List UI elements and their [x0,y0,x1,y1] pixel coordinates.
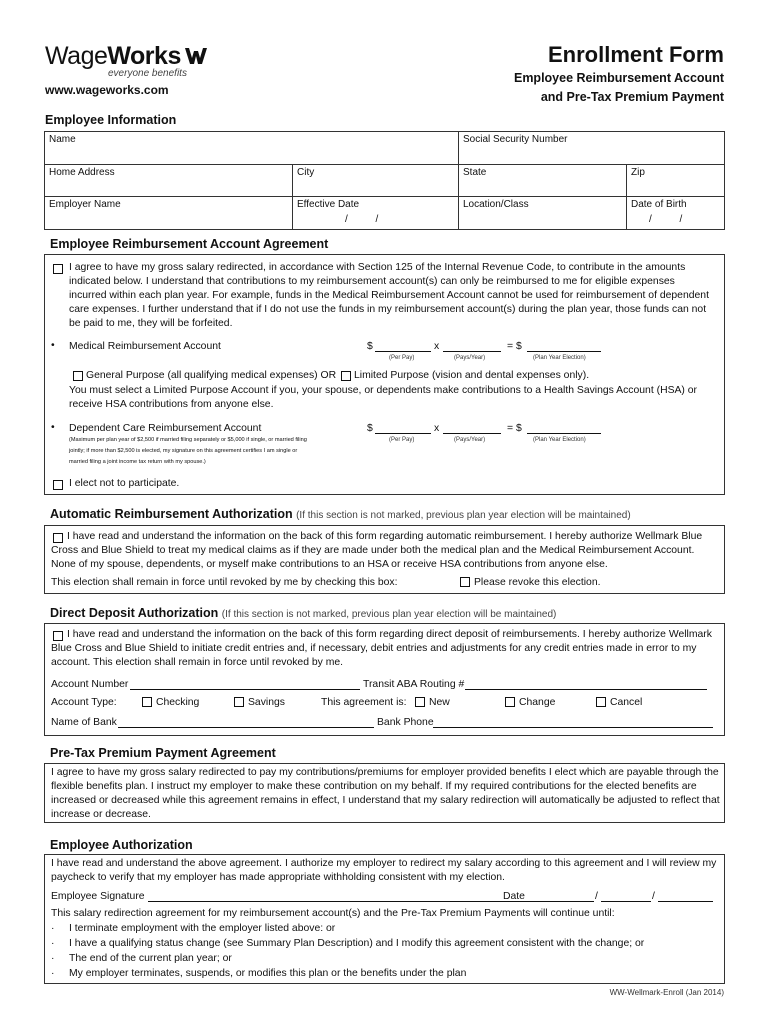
list-bullet: · [51,968,55,979]
dependent-per-pay-caption: (Per Pay) [389,437,415,443]
home-address-label: Home Address [49,167,115,178]
logo-mark-icon [184,45,208,67]
deposit-note: (If this section is not marked, previous plan year election will be maintained) [221,609,557,620]
auto-note: (If this section is not marked, previous plan year election will be maintained) [296,510,631,521]
date-year-input[interactable] [658,901,713,902]
list-item [51,953,719,968]
list-item [51,938,719,953]
form-subtitle-line1: Employee Reimbursement Account [513,71,724,85]
transit-label: Transit ABA Routing # [363,679,465,690]
era-section [44,254,725,495]
transit-input[interactable] [465,689,707,690]
deposit-title-text: Direct Deposit Authorization [50,606,219,620]
dob-slashes: / / [649,214,683,225]
continue-list [51,923,719,983]
general-purpose-checkbox[interactable] [73,371,83,381]
bank-phone-input[interactable] [433,727,713,728]
deposit-section [44,623,725,736]
logo-works-text: Works [107,42,181,70]
auth-section [44,854,725,984]
savings-label: Savings [248,697,285,708]
auto-section [44,525,725,594]
name-label: Name [49,134,76,145]
list-bullet: · [51,923,55,934]
employee-info-title: Employee Information [45,113,177,127]
dependent-bullet: • [51,422,55,433]
dependent-dollar: $ [367,423,373,434]
continue-text: This salary redirection agreement for my reimbursement account(s) and the Pre-Tax Premium Payments will continue until: [51,908,615,919]
location-class-field[interactable] [459,197,627,230]
zip-field[interactable] [627,165,725,197]
savings-checkbox[interactable] [234,697,244,707]
city-label: City [297,167,315,178]
list-bullet: · [51,953,55,964]
change-checkbox[interactable] [505,697,515,707]
medical-plan-year-caption: (Plan Year Election) [533,355,586,361]
dependent-pays-year-input[interactable] [443,433,501,434]
not-participate-label: I elect not to participate. [69,478,180,489]
deposit-text: I have read and understand the information on the back of this form regarding direct deposit of reimbursements. I hereby authorize Wellmark Blue Cross and Blue Shield to initiate credit entries and, if necessary, debit entries and adjustments for any credit entries made in error to my account. This election shall remain in force until revoked by me. [51,629,712,668]
auto-text: I have read and understand the information on the back of this form regarding automatic reimbursement. I hereby authorize Wellmark Blue Cross and Blue Shield to treat my medical claims as if they are made under both the medical plan and the Medical Reimbursement Account. None of my spouse, dependents, or myself make contributions to an HSA or receive HSA contributions from anyone else. [51,531,703,570]
medical-pays-year-input[interactable] [443,351,501,352]
home-address-field[interactable] [45,165,293,197]
account-number-label: Account Number [51,679,129,690]
medical-equals: = $ [507,341,522,352]
auto-remain-text: This election shall remain in force until revoked by me by checking this box: [51,577,398,588]
hsa-note: You must select a Limited Purpose Account if you, your spouse, or dependents make contributions to a Health Savings Account (HSA) or receive HSA contributions from anyone else. [69,385,698,410]
pretax-title: Pre-Tax Premium Payment Agreement [50,746,276,760]
date-slash-2: / [652,891,655,902]
wageworks-logo [45,42,208,71]
name-field[interactable] [45,132,459,165]
date-day-input[interactable] [601,901,651,902]
date-of-birth-field[interactable] [627,197,725,230]
logo-wage-text: Wage [45,42,108,70]
new-label: New [429,697,450,708]
auth-text: I have read and understand the above agreement. I authorize my employer to redirect my salary according to this agreement and I will review my paycheck to verify that my employer has made appropriate withholding consistent with my election. [51,858,717,883]
medical-times: x [434,341,440,352]
dependent-label: Dependent Care Reimbursement Account [69,423,262,434]
effective-date-field[interactable] [293,197,459,230]
medical-dollar: $ [367,341,373,352]
medical-label: Medical Reimbursement Account [69,341,221,352]
list-item-text: I terminate employment with the employer listed above: or [69,923,336,934]
form-subtitle-line2: and Pre-Tax Premium Payment [540,90,724,104]
checking-label: Checking [156,697,200,708]
bank-name-input[interactable] [118,727,374,728]
list-item [51,923,719,938]
auto-title [50,507,631,521]
new-checkbox[interactable] [415,697,425,707]
pretax-text: I agree to have my gross salary redirected to pay my contributions/premiums for employer provided benefits I elect which are payable through the flexible benefits plan. I instruct my employer to make these contribution on my behalf. If my required contributions for the elected benefits are increased or decreased while this agreement remains in effect, I understand that my salary redirection will automatically be adjusted to reflect that increase or decrease. [51,767,720,820]
dependent-pays-year-caption: (Pays/Year) [454,437,486,443]
bank-phone-label: Bank Phone [377,717,434,728]
medical-per-pay-caption: (Per Pay) [389,355,415,361]
effective-date-label: Effective Date [297,199,360,210]
ssn-label: Social Security Number [463,134,568,145]
account-number-input[interactable] [130,689,360,690]
employer-name-label: Employer Name [49,199,121,210]
signature-label: Employee Signature [51,891,145,902]
not-participate-checkbox[interactable] [53,480,63,490]
state-field[interactable] [459,165,627,197]
medical-plan-year-input[interactable] [527,351,601,352]
medical-bullet: • [51,340,55,351]
date-label: Date [503,891,525,902]
list-bullet: · [51,938,55,949]
checking-checkbox[interactable] [142,697,152,707]
limited-purpose-label: Limited Purpose (vision and dental expenses only). [354,370,590,381]
employer-name-field[interactable] [45,197,293,230]
agreement-is-label: This agreement is: [321,697,407,708]
list-item-text: I have a qualifying status change (see Summary Plan Description) and I modify this agreement consistent with the change; or [69,938,645,949]
pretax-section [44,763,725,823]
dependent-equals: = $ [507,423,522,434]
cancel-checkbox[interactable] [596,697,606,707]
state-label: State [463,167,487,178]
form-code: WW-Wellmark-Enroll (Jan 2014) [609,988,724,997]
zip-label: Zip [631,167,645,178]
list-item [51,968,719,983]
account-type-label: Account Type: [51,697,117,708]
auto-title-text: Automatic Reimbursement Authorization [50,507,293,521]
era-agree-checkbox[interactable] [53,264,63,274]
tagline: everyone benefits [108,68,187,79]
era-agree-text: I agree to have my gross salary redirected, in accordance with Section 125 of the Internal Revenue Code, to contribute in the amounts indicated below. I understand that contributions to my reimbursement account(s) can only be reimbursed to me for eligible expenses incurred within each plan year. For example, funds in the Medical Reimbursement Account cannot be used for reimbursement of dependent care expenses. I further understand that if I do not use the funds in my reimbursement account(s) during the plan year, those funds can not be paid to me, they will be forfeited. [69,262,709,329]
effective-date-slashes: / / [345,214,379,225]
cancel-label: Cancel [610,697,643,708]
revoke-label: Please revoke this election. [474,577,601,588]
general-purpose-label: General Purpose (all qualifying medical expenses) OR [86,370,337,381]
date-slash-1: / [595,891,598,902]
list-item-text: My employer terminates, suspends, or modifies this plan or the benefits under the plan [69,968,467,979]
medical-per-pay-input[interactable] [375,351,431,352]
auth-title: Employee Authorization [50,838,193,852]
ssn-field[interactable] [459,132,725,165]
limited-purpose-checkbox[interactable] [341,371,351,381]
dependent-per-pay-input[interactable] [375,433,431,434]
city-field[interactable] [293,165,459,197]
dependent-note: (Maximum per plan year of $2,500 if married filing separately or $5,000 if single, or married filing jointly; if more than $2,500 is elected, my signature on this agreement certifies I am single or married filing a joint income tax return with my spouse.) [69,437,307,465]
dependent-plan-year-input[interactable] [527,433,601,434]
location-class-label: Location/Class [463,199,529,210]
medical-pays-year-caption: (Pays/Year) [454,355,486,361]
revoke-checkbox[interactable] [460,577,470,587]
form-subtitle [514,69,724,107]
list-item-text: The end of the current plan year; or [69,953,232,964]
signature-input[interactable] [148,901,538,902]
dependent-times: x [434,423,440,434]
bank-name-label: Name of Bank [51,717,117,728]
change-label: Change [519,697,556,708]
era-title: Employee Reimbursement Account Agreement [50,237,329,251]
date-month-input[interactable] [529,901,594,902]
form-title: Enrollment Form [547,42,724,67]
date-of-birth-label: Date of Birth [631,199,687,210]
website-url: www.wageworks.com [45,83,169,97]
deposit-title [50,606,556,620]
dependent-plan-year-caption: (Plan Year Election) [533,437,586,443]
employee-info-table [44,131,725,230]
